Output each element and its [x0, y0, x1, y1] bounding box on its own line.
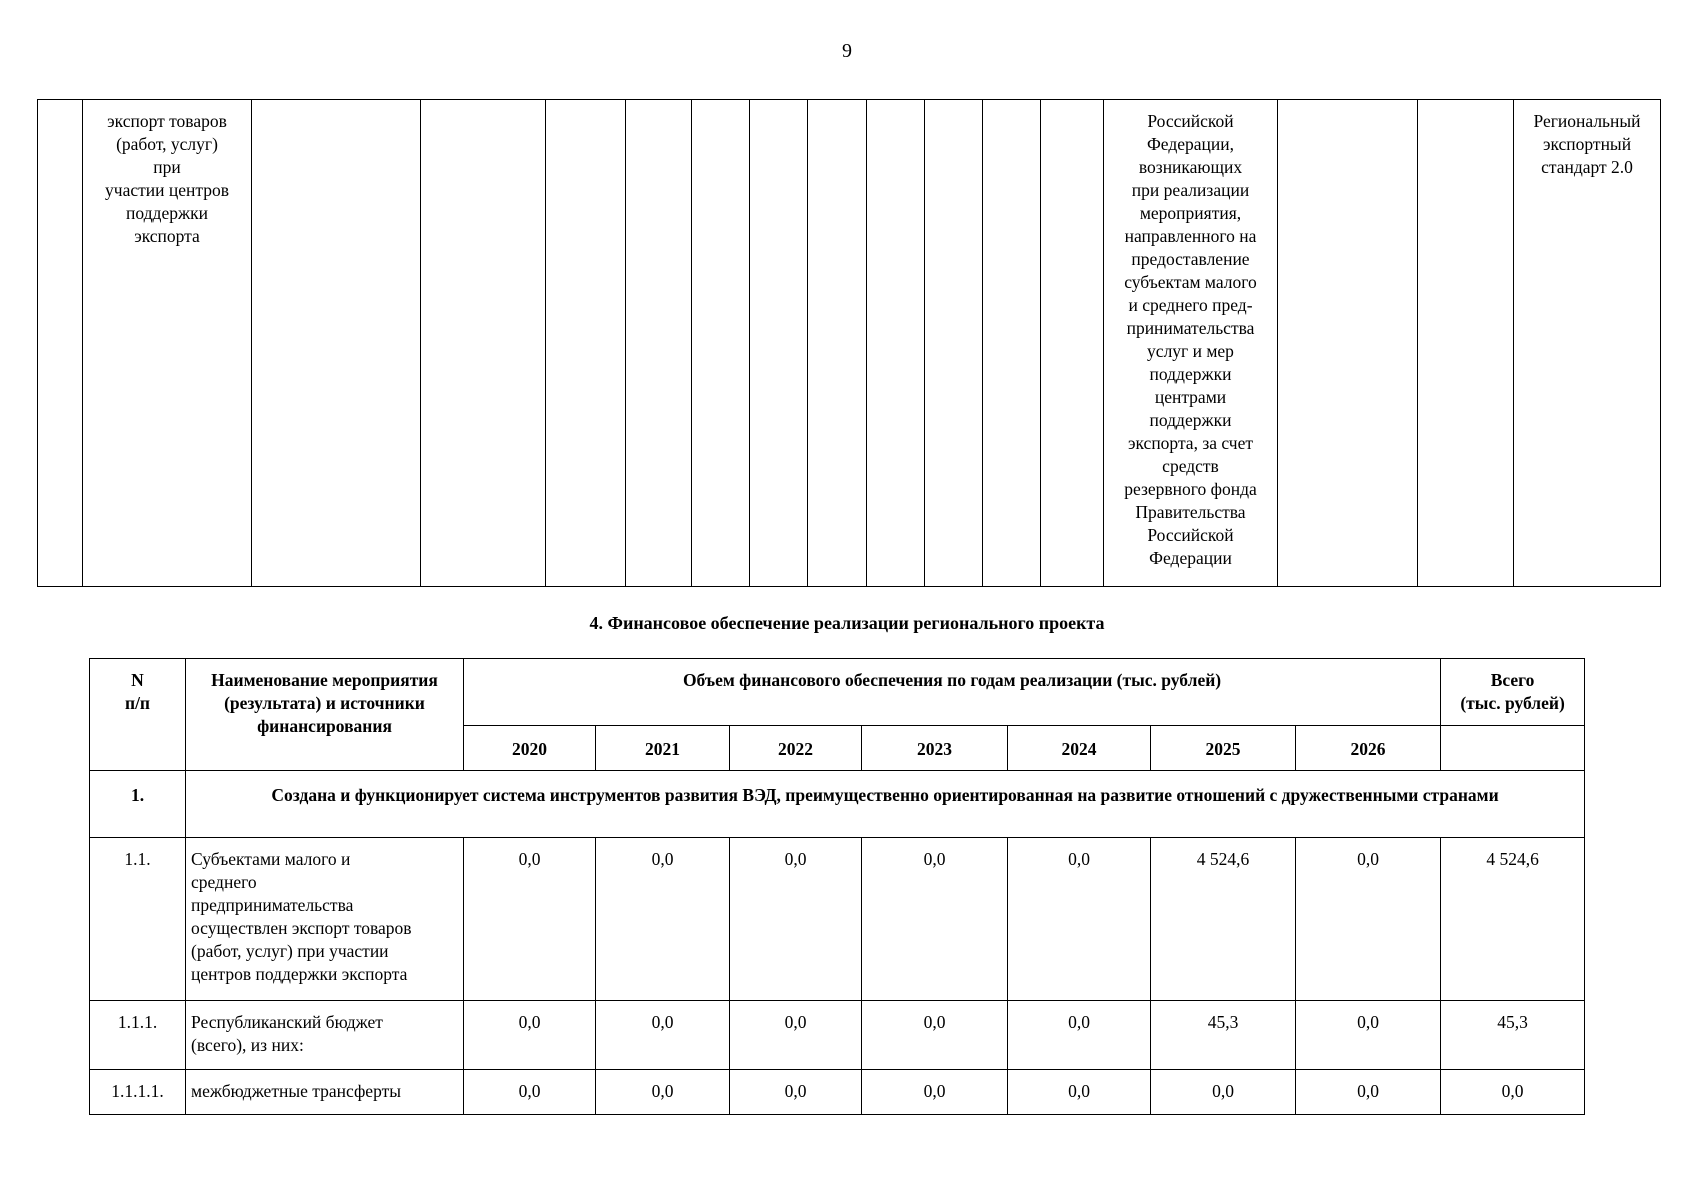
row-name: межбюджетные трансферты [186, 1070, 464, 1115]
cont-cell [1041, 100, 1104, 587]
cont-cell [1278, 100, 1418, 587]
value-cell: 4 524,6 [1151, 838, 1296, 1001]
cont-cell [808, 100, 867, 587]
value-cell: 0,0 [730, 838, 862, 1001]
cont-cell-result: экспорт товаров (работ, услуг) при участии центров поддержки экспорта [83, 100, 252, 587]
total-cell: 45,3 [1441, 1001, 1585, 1070]
year-2020: 2020 [464, 726, 596, 771]
cont-cell [546, 100, 626, 587]
value-cell: 0,0 [1151, 1070, 1296, 1115]
section-title-cell: Создана и функционирует система инструментов развития ВЭД, преимущественно ориентированная на развитие отношений с дружественными странами [186, 771, 1585, 838]
total-cell: 4 524,6 [1441, 838, 1585, 1001]
value-cell: 45,3 [1151, 1001, 1296, 1070]
table-row [90, 1001, 1585, 1070]
value-cell: 0,0 [1008, 1001, 1151, 1070]
cont-cell-description: Российской Федерации, возникающих при реализации мероприятия, направленного на предоставление субъектам малого и среднего пред- принимательства услуг и мер поддержки центрами поддержки экспорта, за счет средств резервного фонда Правительства Российской Федерации [1104, 100, 1278, 587]
cont-cell [421, 100, 546, 587]
cont-cell-number [38, 100, 83, 587]
row-number: 1.1. [90, 838, 186, 1001]
cont-cell [626, 100, 692, 587]
row-name: Республиканский бюджет (всего), из них: [186, 1001, 464, 1070]
value-cell: 0,0 [862, 1001, 1008, 1070]
value-cell: 0,0 [596, 1001, 730, 1070]
cont-cell [925, 100, 983, 587]
year-total-blank [1441, 726, 1585, 771]
value-cell: 0,0 [862, 838, 1008, 1001]
header-row [90, 659, 1585, 726]
section-row [90, 771, 1585, 838]
section-title: 4. Финансовое обеспечение реализации регионального проекта [589, 613, 1105, 633]
table-row [90, 1070, 1585, 1115]
header-number: N п/п [90, 659, 186, 771]
value-cell: 0,0 [1296, 1070, 1441, 1115]
continuation-table [37, 99, 1661, 587]
value-cell: 0,0 [730, 1070, 862, 1115]
cont-cell-standard: Региональный экспортный стандарт 2.0 [1514, 100, 1661, 587]
row-name: Субъектами малого и среднего предпринимательства осуществлен экспорт товаров (работ, услуг) при участии центров поддержки экспорта [186, 838, 464, 1001]
cont-cell [1418, 100, 1514, 587]
value-cell: 0,0 [862, 1070, 1008, 1115]
cont-cell [750, 100, 808, 587]
value-cell: 0,0 [464, 838, 596, 1001]
row-number: 1.1.1. [90, 1001, 186, 1070]
value-cell: 0,0 [1296, 1001, 1441, 1070]
table-row [90, 838, 1585, 1001]
cont-cell [692, 100, 750, 587]
page-number: 9 [842, 40, 852, 62]
value-cell: 0,0 [1008, 838, 1151, 1001]
header-volume: Объем финансового обеспечения по годам реализации (тыс. рублей) [464, 659, 1441, 726]
section-number: 1. [90, 771, 186, 838]
year-2024: 2024 [1008, 726, 1151, 771]
year-2025: 2025 [1151, 726, 1296, 771]
header-total: Всего (тыс. рублей) [1441, 659, 1585, 726]
cont-cell [252, 100, 421, 587]
value-cell: 0,0 [1296, 838, 1441, 1001]
value-cell: 0,0 [596, 838, 730, 1001]
value-cell: 0,0 [464, 1001, 596, 1070]
value-cell: 0,0 [730, 1001, 862, 1070]
year-2026: 2026 [1296, 726, 1441, 771]
year-2022: 2022 [730, 726, 862, 771]
year-2021: 2021 [596, 726, 730, 771]
finance-table [89, 658, 1585, 1115]
value-cell: 0,0 [464, 1070, 596, 1115]
row-number: 1.1.1.1. [90, 1070, 186, 1115]
continuation-row [38, 100, 1661, 587]
cont-cell [983, 100, 1041, 587]
header-name: Наименование мероприятия (результата) и источники финансирования [186, 659, 464, 771]
value-cell: 0,0 [596, 1070, 730, 1115]
total-cell: 0,0 [1441, 1070, 1585, 1115]
cont-cell [867, 100, 925, 587]
year-2023: 2023 [862, 726, 1008, 771]
value-cell: 0,0 [1008, 1070, 1151, 1115]
